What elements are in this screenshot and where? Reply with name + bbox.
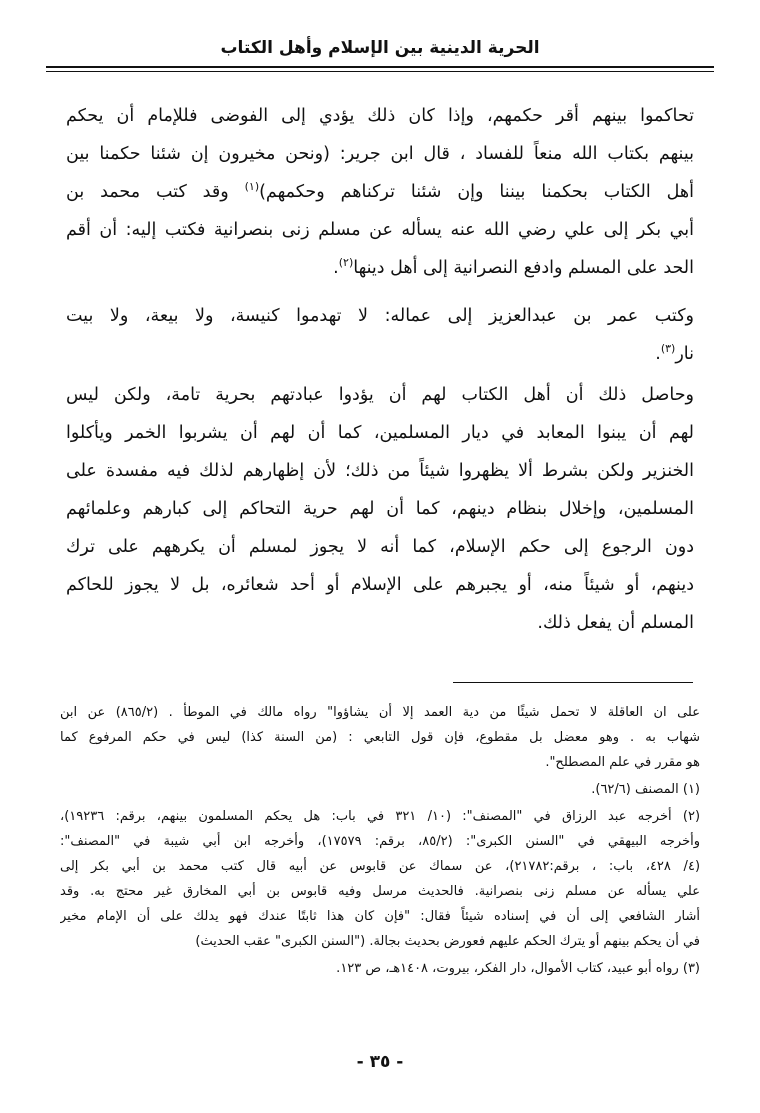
page-number: - ٣٥ - — [356, 1052, 404, 1072]
paragraph-3-line: المسلم أن يفعل ذلك. — [537, 613, 694, 633]
paragraph-1-line-text: أهل الكتاب بحكمنا بيننا وإن شئنا تركناهم وحكمهم) — [259, 182, 694, 202]
paragraph-3-line: دينهم، أو شيئاً منه، أو يجبرهم على الإسلام أو أحد شعائره، بل لا يجوز للحاكم — [66, 575, 694, 595]
paragraph-1-line: أبي بكر إلى علي رضي الله عنه يسأله عن مسلم زنى بنصرانية فكتب إليه: أن أقم — [66, 220, 694, 240]
footnote-line: (٢) أخرجه عبد الرزاق في "المصنف": (١٠/ ٣٢١ في باب: هل يحكم المسلمون بينهم، برقم: ١٩٢٣٦)، — [60, 809, 700, 824]
footnotes-section — [60, 700, 700, 983]
footnote-line: في أن يحكم بينهم أو يترك الحكم عليهم فعورض بحديث بجالة. ("السنن الكبرى" عقب الحديث) — [195, 934, 700, 949]
paragraph-3-line: المسلمين، وإخلال بنظام دينهم، كما أن لهم حرية التحاكم إلى كبارهم وعلمائهم — [66, 499, 694, 519]
footnote-line: (١) المصنف (٦٢/٦). — [591, 782, 700, 797]
footnote-line: وأخرجه البيهقي في "السنن الكبرى": (٨٥/٢، برقم: ١٧٥٧٩)، وأخرجه ابن أبي شيبة في "المصنف": — [60, 834, 700, 849]
sentence-end-mark: . — [333, 258, 339, 278]
footnote-continuation — [60, 700, 700, 775]
paragraph-3 — [66, 376, 694, 642]
footnote-line: (٤/ ٤٢٨، باب: ، برقم:٢١٧٨٢)، عن سماك عن قابوس عن أبيه قال كتب محمد بن أبي بكر إلى — [60, 859, 700, 874]
footnote-line: (٣) رواه أبو عبيد، كتاب الأموال، دار الفكر، بيروت، ١٤٠٨هـ، ص ١٢٣. — [336, 961, 700, 976]
paragraph-2-line — [66, 335, 694, 373]
paragraph-2-line-text: نار — [675, 344, 694, 364]
paragraph-2-line: وكتب عمر بن عبدالعزيز إلى عماله: لا تهدموا كنيسة، ولا بيعة، ولا بيت — [66, 306, 694, 326]
footnote-3 — [60, 956, 700, 981]
footnote-line: شهاب به . وهو معضل بل مقطوع، فإن قول التابعي : (من السنة كذا) ليس في حكم المرفوع كما — [60, 730, 700, 745]
header-rule-thin — [46, 71, 714, 72]
running-header-title: الحرية الدينية بين الإسلام وأهل الكتاب — [220, 38, 540, 58]
paragraph-2 — [66, 297, 694, 373]
paragraph-3-line: الخنزير ولكن بشرط ألا يظهروا شيئاً من ذلك؛ لأن إظهارهم لذلك فيه مفسدة على — [66, 461, 694, 481]
paragraph-3-line: لهم أن يبنوا المعابد في ديار المسلمين، كما أن لهم أن يشربوا الخمر ويأكلوا — [66, 423, 694, 443]
footnote-line: على ان العاقلة لا تحمل شيئًا من دية العمد إلا أن يشاؤوا" رواه مالك في الموطأ . (٨٦٥/٢) عن ابن — [60, 705, 700, 720]
footnote-ref-3[interactable]: (٣) — [660, 342, 676, 356]
paragraph-3-line: وحاصل ذلك أن أهل الكتاب لهم أن يؤدوا عبادتهم بحرية تامة، ولكن ليس — [66, 385, 694, 405]
paragraph-1-line: بينهم بكتاب الله منعاً للفساد ، قال ابن جرير: (ونحن مخيرون إن شئنا حكمنا بين — [66, 144, 694, 164]
footnote-line: علي يسأله عن مسلم زنى بنصرانية. فالحديث مرسل وفيه قابوس بن أبي المخارق غير محتج به. وقد — [60, 884, 700, 899]
paragraph-1-line: تحاكموا بينهم أقر حكمهم، وإذا كان ذلك يؤدي إلى الفوضى فللإمام أن يحكم — [66, 106, 694, 126]
paragraph-1-line-text: الحد على المسلم وادفع النصرانية إلى أهل دينها — [353, 258, 694, 278]
footnote-line: هو مقرر في علم المصطلح". — [545, 755, 700, 770]
paragraph-1 — [66, 97, 694, 287]
sentence-end-mark: . — [655, 344, 661, 364]
paragraph-3-line: دون الرجوع إلى حكم الإسلام، كما أنه لا يجوز لمسلم أن يكرههم على ترك — [66, 537, 694, 557]
footnote-1 — [60, 777, 700, 802]
footnote-separator — [453, 682, 693, 683]
header-rule — [46, 66, 714, 68]
footnote-line: أشار الشافعي إلى أن في إسناده شيئاً فقال: "فإن كان هذا ثابتًا عندك فهو يدلك على أن الإمام مخير — [60, 909, 700, 924]
paragraph-1-line — [66, 249, 694, 287]
footnote-ref-2[interactable]: (٢) — [338, 256, 354, 270]
paragraph-1-line-tail: وقد كتب محمد بن — [66, 182, 245, 202]
paragraph-1-line — [66, 173, 694, 211]
footnote-2 — [60, 804, 700, 954]
footnote-ref-1[interactable]: (١) — [244, 180, 260, 194]
